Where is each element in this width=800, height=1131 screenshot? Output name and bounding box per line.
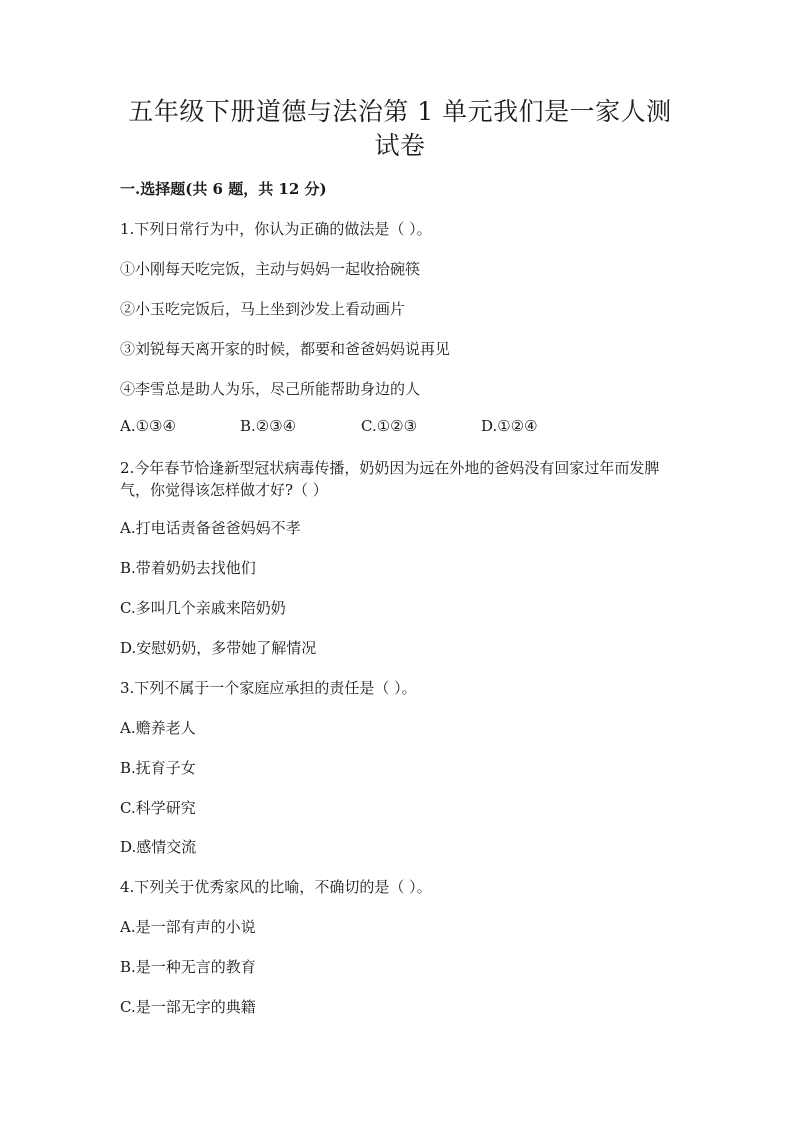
question-1-statement-2: ②小玉吃完饭后，马上坐到沙发上看动画片 [120, 300, 406, 318]
question-4-stem: 4.下列关于优秀家风的比喻，不确切的是（ ）。 [120, 878, 432, 896]
question-1-option-c: C.①②③ [361, 417, 418, 435]
question-1-option-d: D.①②④ [481, 417, 538, 435]
question-1-option-b: B.②③④ [240, 417, 297, 435]
question-4-option-a: A.是一部有声的小说 [120, 918, 256, 936]
question-4-option-b: B.是一种无言的教育 [120, 958, 256, 976]
question-1-stem: 1.下列日常行为中，你认为正确的做法是（ ）。 [120, 220, 432, 238]
question-3-option-d: D.感情交流 [120, 838, 197, 856]
question-1-options [120, 417, 680, 439]
question-2-stem: 2.今年春节恰逢新型冠状病毒传播，奶奶因为远在外地的爸妈没有回家过年而发脾气，你觉得该怎样做才好?（ ） [120, 459, 660, 499]
question-4-option-c: C.是一部无字的典籍 [120, 998, 256, 1016]
question-1-statement-1: ①小刚每天吃完饭，主动与妈妈一起收拾碗筷 [120, 260, 421, 278]
question-1-statement-4: ④李雪总是助人为乐，尽己所能帮助身边的人 [120, 380, 421, 398]
question-1-statement-3: ③刘锐每天离开家的时候，都要和爸爸妈妈说再见 [120, 340, 451, 358]
exam-title: 五年级下册道德与法治第 1 单元我们是一家人测试卷 [128, 97, 672, 160]
question-2-option-b: B.带着奶奶去找他们 [120, 559, 256, 577]
question-3-stem: 3.下列不属于一个家庭应承担的责任是（ ）。 [120, 679, 417, 697]
section-heading: 一.选择题(共 6 题，共 12 分) [120, 180, 327, 198]
question-3-option-c: C.科学研究 [120, 799, 196, 817]
question-2-option-d: D.安慰奶奶，多带她了解情况 [120, 639, 317, 657]
question-2-option-c: C.多叫几个亲戚来陪奶奶 [120, 599, 286, 617]
question-1-option-a: A.①③④ [120, 417, 176, 435]
question-3-option-b: B.抚育子女 [120, 759, 196, 777]
question-2-option-a: A.打电话责备爸爸妈妈不孝 [120, 519, 301, 537]
question-3-option-a: A.赡养老人 [120, 719, 196, 737]
